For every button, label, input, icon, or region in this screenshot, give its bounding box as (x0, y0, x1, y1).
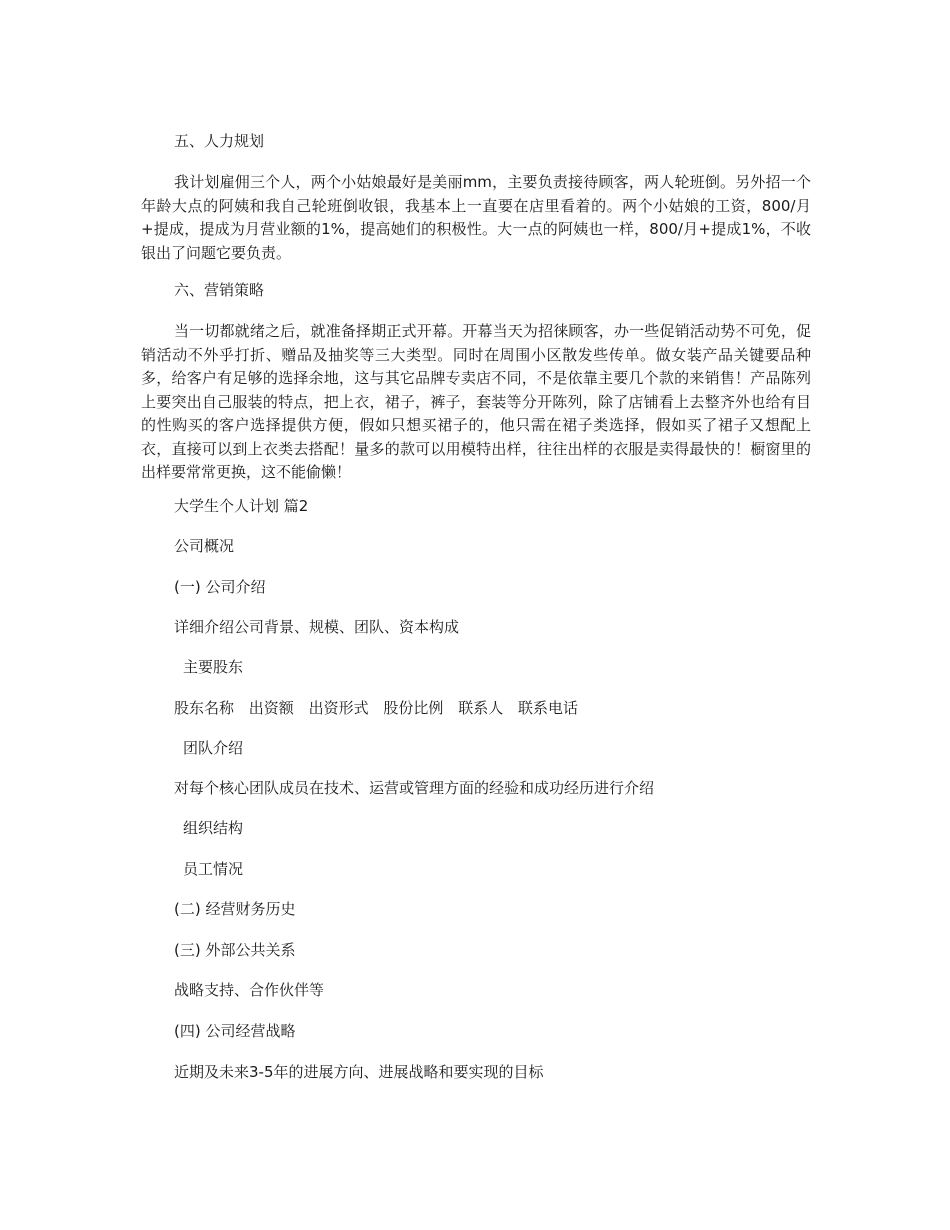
public-relations-desc: 战略支持、合作伙伴等 (174, 981, 325, 999)
heading-marketing: 六、营销策略 (174, 281, 265, 299)
business-strategy-desc: 近期及未来3-5年的进展方向、进展战略和要实现的目标 (174, 1063, 544, 1081)
col-contact-phone: 联系电话 (517, 699, 578, 717)
heading-org-structure: 组织结构 (183, 819, 244, 837)
heading-shareholders: 主要股东 (183, 658, 244, 676)
heading-company-overview: 公司概况 (174, 537, 235, 555)
heading-public-relations: (三) 外部公共关系 (174, 941, 296, 959)
col-contact-person: 联系人 (458, 699, 504, 717)
heading-staff: 员工情况 (183, 860, 244, 878)
company-intro-desc: 详细介绍公司背景、规模、团队、资本构成 (174, 618, 460, 636)
col-capital-amount: 出资额 (248, 699, 294, 717)
paragraph-hr-plan: 我计划雇佣三个人，两个小姑娘最好是美丽mm，主要负责接待顾客，两人轮班倒。另外招一个年龄大点的阿姨和我自己轮班倒收银，我基本上一直要在店里看着的。两个小姑娘的工资，800/月+提成，提成为月营业额的1%，提高她们的积极性。大一点的阿姨也一样，800/月+提成1%，不收银出了问题它要负责。 (141, 173, 811, 262)
shareholder-table-header (174, 698, 578, 718)
heading-company-intro: (一) 公司介绍 (174, 578, 266, 596)
team-intro-desc: 对每个核心团队成员在技术、运营或管理方面的经验和成功经历进行介绍 (174, 779, 655, 797)
heading-financial-history: (二) 经营财务历史 (174, 900, 296, 918)
col-capital-form: 出资形式 (308, 699, 369, 717)
paragraph-marketing: 当一切都就绪之后，就准备择期正式开幕。开幕当天为招徕顾客，办一些促销活动势不可免，促销活动不外乎打折、赠品及抽奖等三大类型。同时在周围小区散发些传单。做女装产品关键要品种多，给客户有足够的选择余地，这与其它品牌专卖店不同，不是依靠主要几个款的来销售！产品陈列上要突出自己服装的特点，把上衣，裙子，裤子，套装等分开陈列，除了店铺看上去整齐外也给有目的性购买的客户选择提供方便，假如只想买裙子的，他只需在裙子类选择，假如买了裙子又想配上衣，直接可以到上衣类去搭配！量多的款可以用模特出样，往往出样的衣服是卖得最快的！橱窗里的出样要常常更换，这不能偷懒！ (141, 322, 811, 481)
section-title-2: 大学生个人计划 篇2 (174, 497, 309, 515)
heading-hr-plan: 五、人力规划 (174, 132, 265, 150)
heading-business-strategy: (四) 公司经营战略 (174, 1022, 296, 1040)
col-share-ratio: 股份比例 (383, 699, 444, 717)
col-shareholder-name: 股东名称 (174, 699, 235, 717)
heading-team-intro: 团队介绍 (183, 739, 244, 757)
